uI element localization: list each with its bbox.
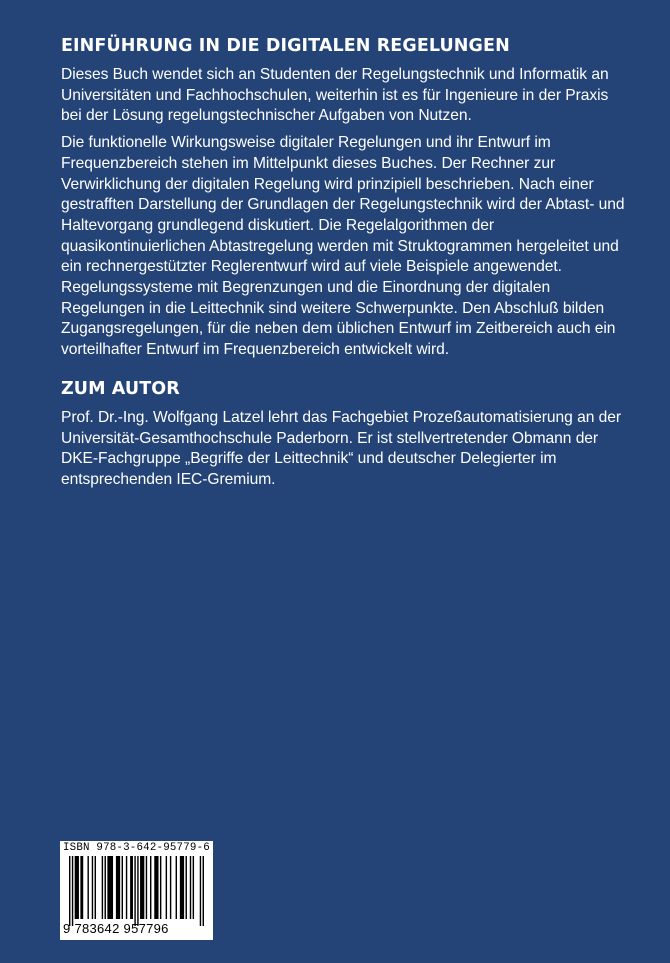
barcode-bar-18 bbox=[150, 856, 151, 919]
barcode-bar-6 bbox=[95, 856, 96, 919]
barcode-bar-5 bbox=[92, 856, 93, 919]
barcode-bar-17 bbox=[146, 856, 147, 919]
barcode-bar-26 bbox=[190, 856, 191, 919]
intro-paragraph-2: Die funktionelle Wirkungsweise digitaler Regelungen und ihr Entwurf im Frequenzbereich stehen im Mittelpunkt dieses Buches. Der Rechner zur Verwirklichung der digitalen Regelung wird prinzipiell beschrieben. Nach einer gestrafften Darstellung der Grundlagen der Regelungstechnik wird der Abtast- und Haltevorgang grundlegend diskutiert. Die Regelalgorithmen der quasikontinuierlichen Abtastregelung werden mit Struktogrammen hergeleitet und ein rechnergestützter Reglerentwurf wird auf viele Beispiele angewendet. Regelungssysteme mit Begrenzungen und die Einordnung der digitalen Regelungen in die Leittechnik sind weitere Schwerpunkte. Den Abschluß bilden Zugangsregelungen, für die neben dem üblichen Entwurf im Zeitbereich auch ein vorteilhafter Entwurf im Frequenzbereich entwickelt wird. bbox=[61, 134, 625, 359]
barcode-bar-12 bbox=[126, 856, 127, 919]
intro-heading: EINFÜHRUNG IN DIE DIGITALEN REGELUNGEN bbox=[61, 36, 510, 56]
barcode-bar-25 bbox=[186, 856, 187, 919]
ean-digits: 9 783642 957796 bbox=[63, 921, 169, 936]
barcode-bar-11 bbox=[122, 856, 123, 919]
barcode-bar-8 bbox=[105, 856, 106, 919]
barcode-bar-28 bbox=[200, 856, 201, 926]
barcode-bar-0 bbox=[69, 856, 70, 926]
barcode-bar-4 bbox=[87, 856, 88, 919]
barcode-bar-15 bbox=[137, 856, 138, 926]
barcode-bar-16 bbox=[140, 856, 144, 919]
author-paragraph: Prof. Dr.-Ing. Wolfgang Latzel lehrt das Fachgebiet Prozeßautomatisierung an der Universität-Gesamthochschule Paderborn. Er ist stellvertretender Obmann der DKE-Fachgruppe „Begriffe der Leittechnik“ und deutscher Delegierter im entsprechenden IEC-Gremium. bbox=[61, 408, 621, 488]
barcode-bar-23 bbox=[176, 856, 177, 919]
barcode-bar-7 bbox=[102, 856, 103, 919]
intro-paragraph-1: Dieses Buch wendet sich an Studenten der Regelungstechnik und Informatik an Universitäten und Fachhochschulen, weiterhin ist es für Ingenieure in der Praxis bei der Lösung regelungstechnischer Aufgaben von Nutzen. bbox=[61, 66, 609, 125]
back-cover-text bbox=[61, 34, 631, 497]
barcode-bars bbox=[69, 856, 204, 926]
barcode-bar-19 bbox=[154, 856, 158, 919]
barcode-bar-24 bbox=[180, 856, 184, 919]
barcode-bar-22 bbox=[170, 856, 171, 919]
barcode-bar-3 bbox=[80, 856, 83, 919]
isbn-barcode bbox=[60, 841, 213, 940]
author-heading: ZUM AUTOR bbox=[61, 378, 180, 399]
barcode-bar-9 bbox=[107, 856, 113, 919]
barcode-bar-29 bbox=[203, 856, 204, 926]
barcode-bar-20 bbox=[160, 856, 161, 919]
isbn-label: ISBN 978-3-642-95779-6 bbox=[63, 842, 210, 854]
barcode-bar-21 bbox=[166, 856, 167, 919]
barcode-bar-1 bbox=[72, 856, 73, 926]
barcode-bar-14 bbox=[134, 856, 135, 926]
barcode-bar-13 bbox=[130, 856, 133, 919]
barcode-bar-2 bbox=[75, 856, 79, 919]
barcode-bar-27 bbox=[193, 856, 194, 919]
barcode-bar-10 bbox=[116, 856, 120, 919]
